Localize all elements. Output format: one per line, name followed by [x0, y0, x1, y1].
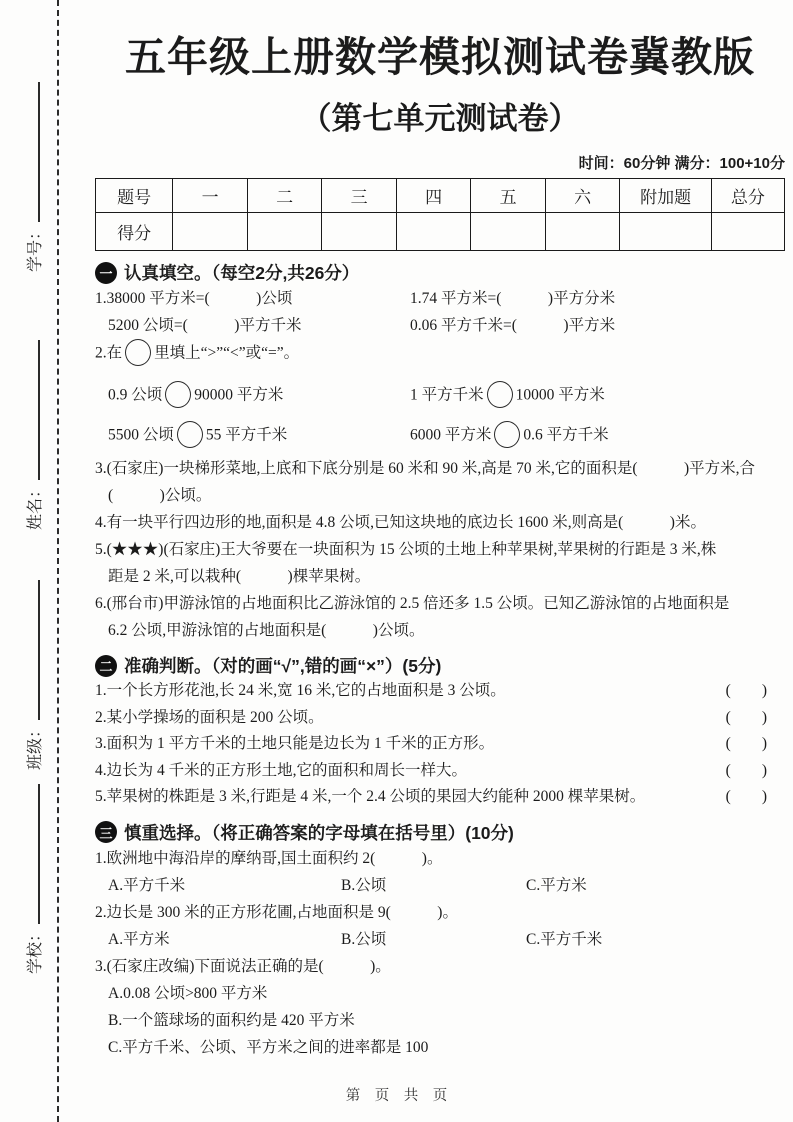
school-field — [22, 784, 45, 974]
compare-circle-icon — [177, 421, 203, 448]
judge-item — [95, 705, 785, 732]
q2-intro-after: 里填上“>”“<”或“=”。 — [154, 344, 300, 362]
compare-circle-icon — [165, 381, 191, 408]
student-no-blank-line — [23, 82, 40, 222]
class-field — [22, 580, 45, 770]
header-cell: 总分 — [711, 179, 784, 213]
exam-info: 时间：60分钟 满分：100+10分 — [578, 155, 785, 173]
pair-left: 1 平方千米 — [410, 386, 484, 404]
header-cell: 附加题 — [620, 179, 711, 213]
choice-q2-options — [95, 926, 785, 953]
header-cell: 一 — [173, 179, 248, 213]
paper-content — [95, 34, 785, 1061]
header-cell: 题号 — [96, 179, 173, 213]
section-3-title: 慎重选择。（将正确答案的字母填在括号里）(10分) — [124, 822, 514, 843]
school-label: 学校： — [27, 925, 44, 974]
score-table-header-row — [96, 179, 785, 213]
score-cell — [620, 213, 711, 251]
option-a: A.0.08 公顷>800 平方米 — [108, 984, 268, 1002]
question-s1-q2-pairs-row1 — [95, 381, 785, 409]
option-a: A.平方米 — [108, 930, 170, 948]
question-s1-q1-row2 — [95, 312, 785, 339]
judge-item — [95, 758, 785, 785]
question-s1-q3-line2: ( )公顷。 — [108, 487, 212, 505]
compare-circle-icon — [494, 421, 520, 448]
answer-bracket: ( ) — [725, 761, 767, 779]
fill-blank-item: 1.38000 平方米=( )公顷 — [95, 290, 293, 308]
option-b: B.公顷 — [341, 876, 387, 894]
judge-text: 1.一个长方形花池,长 24 米,宽 16 米,它的占地面积是 3 公顷。 — [95, 682, 506, 700]
score-cell — [396, 213, 471, 251]
pair-right: 10000 平方米 — [515, 386, 605, 404]
fill-blank-item: 5200 公顷=( )平方千米 — [108, 317, 302, 335]
header-cell: 四 — [396, 179, 471, 213]
score-cell — [322, 213, 397, 251]
score-table-score-row — [96, 213, 785, 251]
pair-right: 55 平方千米 — [205, 426, 288, 444]
option-a: A.平方千米 — [108, 876, 186, 894]
judge-item — [95, 731, 785, 758]
fold-dashed-line — [57, 0, 59, 1122]
pair-left: 0.9 公顷 — [108, 386, 163, 404]
header-cell: 五 — [471, 179, 546, 213]
header-cell: 二 — [247, 179, 322, 213]
judge-text: 3.面积为 1 平方千米的土地只能是边长为 1 千米的正方形。 — [95, 735, 495, 753]
fill-blank-item: 0.06 平方千米=( )平方米 — [410, 317, 616, 335]
score-table — [95, 178, 785, 251]
section-3-header — [95, 820, 785, 845]
name-blank-line — [23, 340, 40, 480]
student-no-label: 学号： — [27, 223, 44, 272]
judge-text: 5.苹果树的株距是 3 米,行距是 4 米,一个 2.4 公顷的果园大约能种 2000 棵苹果树。 — [95, 788, 646, 806]
section-3-number-icon: 三 — [95, 821, 117, 843]
class-label: 班级： — [27, 721, 44, 770]
section-2-header — [95, 653, 785, 678]
score-cell — [471, 213, 546, 251]
fill-blank-item: 1.74 平方米=( )平方分米 — [410, 290, 616, 308]
question-s1-q2-pairs-row2 — [95, 421, 785, 449]
option-c: C.平方千米 — [526, 930, 603, 948]
score-cell — [247, 213, 322, 251]
question-s1-q3-line1: 3.(石家庄)一块梯形菜地,上底和下底分别是 60 米和 90 米,高是 70 米,它的面积是( )平方米,合 — [95, 460, 756, 478]
compare-pair — [95, 381, 410, 409]
compare-circle-icon — [487, 381, 513, 408]
choice-q3-text: 3.(石家庄改编)下面说法正确的是( )。 — [95, 957, 391, 975]
compare-pair — [410, 381, 785, 409]
compare-circle-icon — [125, 339, 151, 366]
option-c: C.平方千米、公顷、平方米之间的进率都是 100 — [108, 1038, 429, 1056]
page-subtitle: （第七单元测试卷） — [300, 101, 580, 137]
judge-item — [95, 678, 785, 705]
option-c: C.平方米 — [526, 876, 587, 894]
page-footer: 第 页 共 页 — [345, 1088, 448, 1104]
question-s1-q1-row1 — [95, 285, 785, 312]
compare-pair — [410, 421, 785, 449]
student-no-field — [22, 82, 45, 272]
pair-left: 5500 公顷 — [108, 426, 174, 444]
answer-bracket: ( ) — [725, 682, 767, 700]
score-cell — [173, 213, 248, 251]
choice-q1-text: 1.欧洲地中海沿岸的摩纳哥,国土面积约 2( )。 — [95, 849, 443, 867]
q2-intro-before: 2.在 — [95, 344, 123, 362]
question-s1-q5-line1: 5.(★★★)(石家庄)王大爷要在一块面积为 15 公顷的土地上种苹果树,苹果树的行距是 3 米,株 — [95, 541, 717, 559]
answer-bracket: ( ) — [725, 735, 767, 753]
question-s1-q6-line2: 6.2 公顷,甲游泳馆的占地面积是( )公顷。 — [108, 622, 425, 640]
page-title: 五年级上册数学模拟测试卷冀教版 — [125, 34, 755, 80]
judge-text: 2.某小学操场的面积是 200 公顷。 — [95, 708, 324, 726]
choice-q1-options — [95, 872, 785, 899]
pair-left: 6000 平方米 — [410, 426, 492, 444]
section-1-title: 认真填空。（每空2分,共26分） — [124, 263, 360, 284]
question-s1-q5-line2: 距是 2 米,可以栽种( )棵苹果树。 — [108, 568, 371, 586]
judge-text: 4.边长为 4 千米的正方形土地,它的面积和周长一样大。 — [95, 761, 468, 779]
name-label: 姓名： — [27, 481, 44, 530]
answer-bracket: ( ) — [725, 788, 767, 806]
judge-item — [95, 784, 785, 811]
school-blank-line — [23, 784, 40, 924]
class-blank-line — [23, 580, 40, 720]
answer-bracket: ( ) — [725, 708, 767, 726]
section-1-header — [95, 260, 785, 285]
option-b: B.公顷 — [341, 930, 387, 948]
choice-q2-text: 2.边长是 300 米的正方形花圃,占地面积是 9( )。 — [95, 903, 458, 921]
section-2-number-icon: 二 — [95, 655, 117, 677]
name-field — [22, 340, 45, 530]
section-1-number-icon: 一 — [95, 262, 117, 284]
pair-right: 0.6 平方千米 — [523, 426, 609, 444]
section-2-title: 准确判断。（对的画“√”,错的画“×”）(5分) — [124, 656, 442, 677]
header-cell: 三 — [322, 179, 397, 213]
score-cell — [545, 213, 620, 251]
compare-pair — [95, 421, 410, 449]
header-cell: 六 — [545, 179, 620, 213]
score-label-cell: 得分 — [96, 213, 173, 251]
option-b: B.一个篮球场的面积约是 420 平方米 — [108, 1011, 355, 1029]
pair-right: 90000 平方米 — [194, 386, 284, 404]
score-cell — [711, 213, 784, 251]
question-s1-q4: 4.有一块平行四边形的地,面积是 4.8 公顷,已知这块地的底边长 1600 米,则高是( )米。 — [95, 514, 706, 532]
question-s1-q6-line1: 6.(邢台市)甲游泳馆的占地面积比乙游泳馆的 2.5 倍还多 1.5 公顷。已知乙游泳馆的占地面积是 — [95, 595, 730, 613]
question-s1-q2-intro — [95, 339, 785, 369]
